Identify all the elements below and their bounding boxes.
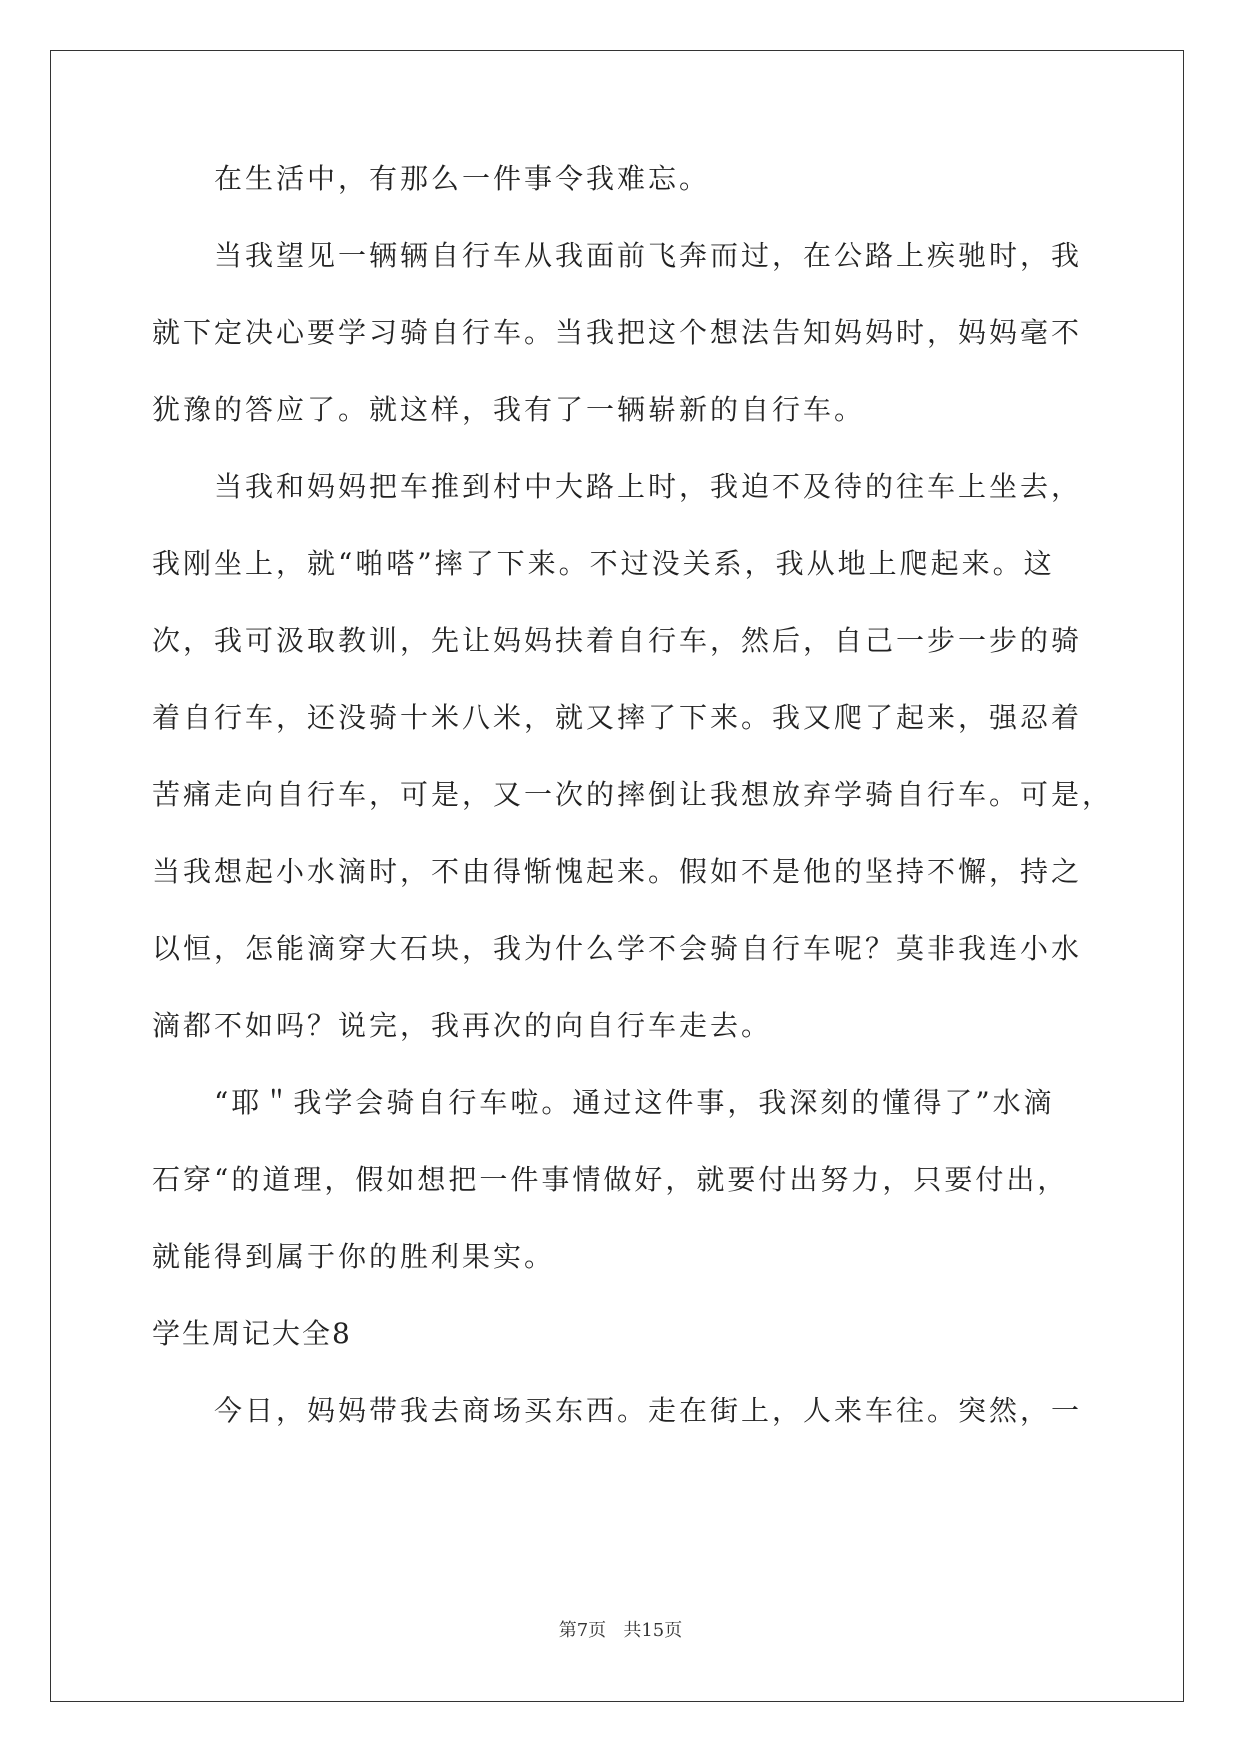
text-line-1: 在生活中，有那么一件事令我难忘。 (214, 162, 711, 195)
text-line-4: 犹豫的答应了。就这样，我有了一辆崭新的自行车。 (152, 393, 866, 426)
text-line-3: 就下定决心要学习骑自行车。当我把这个想法告知妈妈时，妈妈毫不 (152, 316, 1083, 349)
page-footer (0, 1619, 1241, 1643)
text-line-2: 当我望见一辆辆自行车从我面前飞奔而过，在公路上疾驰时，我 (214, 239, 1083, 272)
page-number: 第7页 (558, 1620, 607, 1641)
text-line-15: 就能得到属于你的胜利果实。 (152, 1240, 556, 1273)
text-line-10: 当我想起小水滴时，不由得惭愧起来。假如不是他的坚持不懈，持之 (152, 855, 1083, 888)
text-line-8: 着自行车，还没骑十米八米，就又摔了下来。我又爬了起来，强忍着 (152, 701, 1083, 734)
text-line-12: 滴都不如吗？说完，我再次的向自行车走去。 (152, 1009, 773, 1042)
document-body (152, 160, 1114, 1469)
section-heading: 学生周记大全8 (152, 1317, 352, 1350)
text-line-5: 当我和妈妈把车推到村中大路上时，我迫不及待的往车上坐去， (214, 470, 1083, 503)
text-line-13: “耶＂我学会骑自行车啦。通过这件事，我深刻的懂得了”水滴 (214, 1086, 1055, 1119)
page-total: 共15页 (623, 1620, 683, 1641)
text-line-6: 我刚坐上，就“啪嗒”摔了下来。不过没关系，我从地上爬起来。这 (152, 547, 1055, 580)
text-line-11: 以恒，怎能滴穿大石块，我为什么学不会骑自行车呢？莫非我连小水 (152, 932, 1083, 965)
text-line-7: 次，我可汲取教训，先让妈妈扶着自行车，然后，自己一步一步的骑 (152, 624, 1083, 657)
text-line-9: 苦痛走向自行车，可是，又一次的摔倒让我想放弃学骑自行车。可是， (152, 778, 1114, 811)
text-line-14: 石穿“的道理，假如想把一件事情做好，就要付出努力，只要付出， (152, 1163, 1069, 1196)
text-line-17: 今日，妈妈带我去商场买东西。走在街上，人来车往。突然，一 (214, 1394, 1083, 1427)
